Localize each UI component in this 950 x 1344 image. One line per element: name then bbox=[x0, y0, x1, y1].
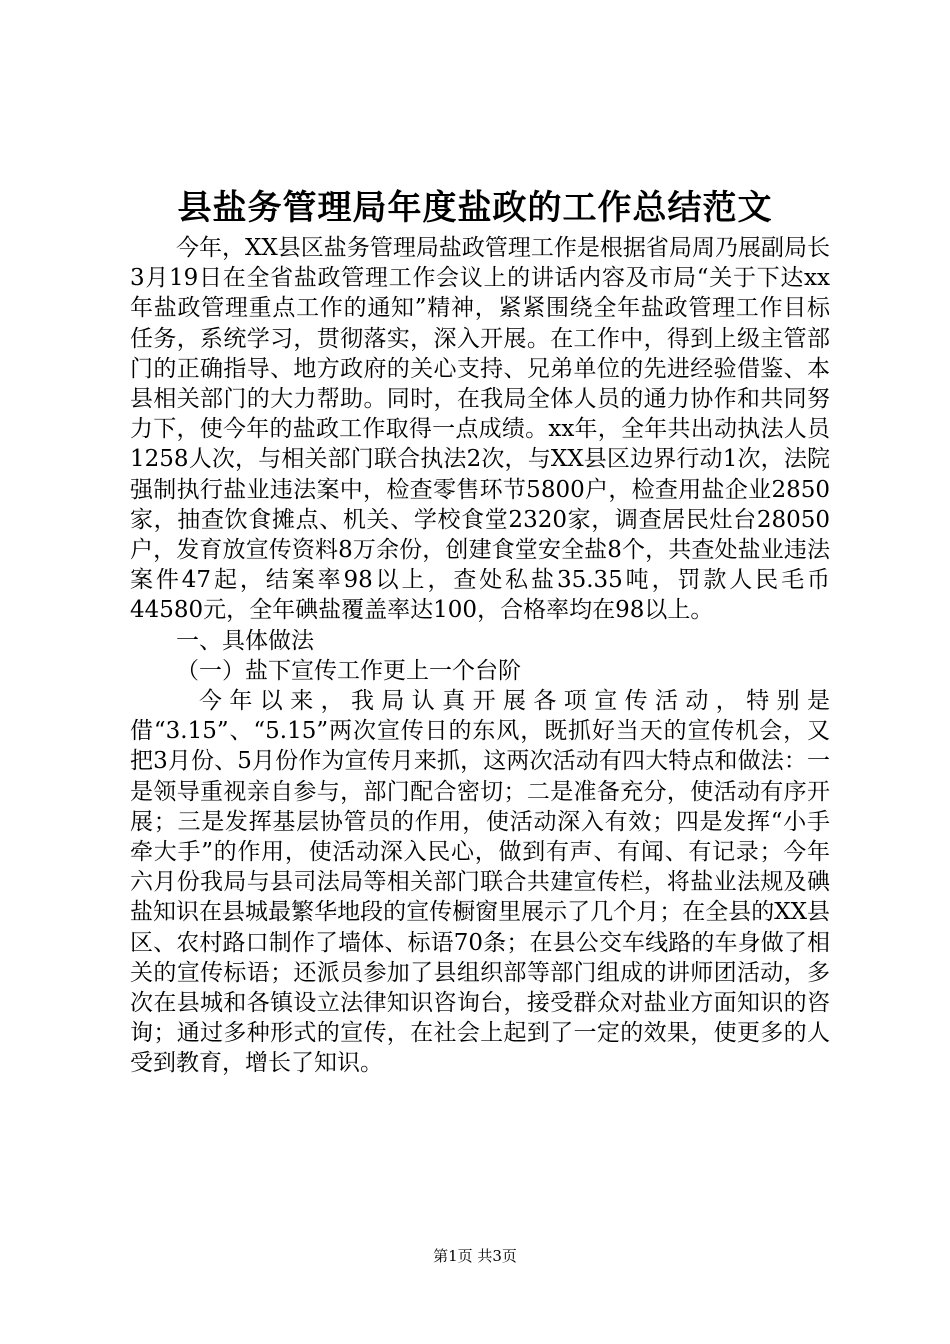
intro-paragraph: 今年，XX县区盐务管理局盐政管理工作是根据省局周乃展副局长3月19日在全省盐政管理工作会议上的讲话内容及市局“关于下达xx年盐政管理重点工作的通知”精神，紧紧围绕全年盐政管理工作目标任务，系统学习，贯彻落实，深入开展。在工作中，得到上级主管部门的正确指导、地方政府的关心支持、兄弟单位的先进经验借鉴、本县相关部门的大力帮助。同时，在我局全体人员的通力协作和共同努力下，使今年的盐政工作取得一点成绩。xx年，全年共出动执法人员1258人次，与相关部门联合执法2次，与XX县区边界行动1次，法院强制执行盐业违法案中，检查零售环节5800户，检查用盐企业2850家，抽查饮食摊点、机关、学校食堂2320家，调查居民灶台28050户，发育放宣传资料8万余份，创建食堂安全盐8个，共查处盐业违法案件47起，结案率98以上，查处私盐35.35吨，罚款人民毛币44580元，全年碘盐覆盖率达100，合格率均在98以上。 bbox=[130, 235, 830, 624]
page-number-footer: 第1页 共3页 bbox=[433, 1247, 517, 1265]
section-heading: 一、具体做法 bbox=[176, 627, 314, 654]
subsection-heading: （一）盐下宣传工作更上一个台阶 bbox=[176, 657, 521, 684]
subsection-paragraph: 今年以来，我局认真开展各项宣传活动，特别是借“3.15”、“5.15”两次宣传日的东风，既抓好当天的宣传机会，又把3月份、5月份作为宣传月来抓，这两次活动有四大特点和做法：一是领导重视亲自参与，部门配合密切；二是准备充分，使活动有序开展；三是发挥基层协管员的作用，使活动深入有效；四是发挥“小手牵大手”的作用，使活动深入民心，做到有声、有闻、有记录；今年六月份我局与县司法局等相关部门联合共建宣传栏，将盐业法规及碘盐知识在县城最繁华地段的宣传橱窗里展示了几个月；在全县的XX县区、农村路口制作了墙体、标语70条；在县公交车线路的车身做了相关的宣传标语；还派员参加了县组织部等部门组成的讲师团活动，多次在县城和各镇设立法律知识咨询台，接受群众对盐业方面知识的咨询；通过多种形式的宣传，在社会上起到了一定的效果，使更多的人受到教育，增长了知识。 bbox=[130, 688, 830, 1077]
document-title: 县盐务管理局年度盐政的工作总结范文 bbox=[177, 188, 773, 228]
document-body bbox=[130, 233, 830, 1079]
